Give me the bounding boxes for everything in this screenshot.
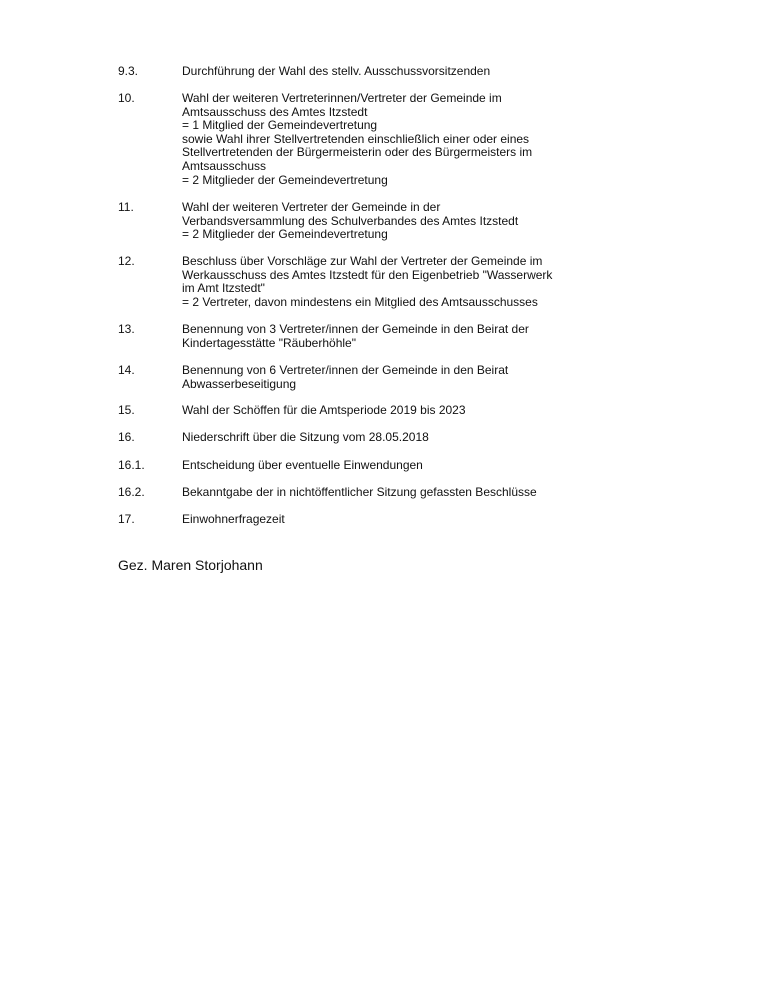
agenda-item-line: Benennung von 3 Vertreter/innen der Gemeinde in den Beirat der [182, 322, 529, 336]
agenda-item-text [182, 404, 742, 418]
agenda-item-text [182, 92, 742, 187]
agenda-item-line: Entscheidung über eventuelle Einwendungen [182, 458, 423, 472]
agenda-item-line: = 2 Mitglieder der Gemeindevertretung [182, 227, 388, 242]
agenda-item-text [182, 459, 742, 473]
agenda-item-text [182, 431, 742, 445]
agenda-item-line: Amtsausschuss [182, 158, 267, 173]
agenda-item-line: Amtsausschuss des Amtes Itzstedt [182, 104, 368, 119]
agenda-item-number: 11. [118, 200, 134, 214]
agenda-item-line: im Amt Itzstedt" [182, 281, 265, 296]
agenda-item-number: 15. [118, 403, 135, 417]
agenda-item-number: 16.2. [118, 485, 145, 499]
agenda-item-line: Durchführung der Wahl des stellv. Ausschussvorsitzenden [182, 64, 491, 78]
agenda-item-text [182, 255, 742, 309]
signature: Gez. Maren Storjohann [118, 557, 263, 573]
agenda-item-number: 16. [118, 430, 135, 444]
agenda-item-text [182, 486, 742, 500]
agenda-item-number: 13. [118, 322, 135, 336]
agenda-item-line: Abwasserbeseitigung [182, 376, 297, 391]
agenda-item-line: sowie Wahl ihrer Stellvertretenden einschließlich einer oder eines [182, 131, 530, 146]
agenda-item-line: Wahl der Schöffen für die Amtsperiode 2019 bis 2023 [182, 403, 466, 417]
agenda-item-text [182, 513, 742, 527]
agenda-item-text [182, 323, 742, 350]
agenda-item-number: 16.1. [118, 458, 145, 472]
agenda-item-line: Bekanntgabe der in nichtöffentlicher Sitzung gefassten Beschlüsse [182, 485, 537, 499]
agenda-item-line: Werkausschuss des Amtes Itzstedt für den Eigenbetrieb "Wasserwerk [182, 267, 553, 282]
agenda-item-number: 17. [118, 512, 135, 526]
agenda-item-line: Wahl der weiteren Vertreterinnen/Vertreter der Gemeinde im [182, 91, 502, 105]
agenda-item-line: Wahl der weiteren Vertreter der Gemeinde in der [182, 200, 441, 214]
agenda-item-line: Einwohnerfragezeit [182, 512, 285, 526]
agenda-item-line: Kindertagesstätte "Räuberhöhle" [182, 335, 356, 350]
agenda-item-line: Stellvertretenden der Bürgermeisterin oder des Bürgermeisters im [182, 145, 533, 160]
agenda-item-text [182, 65, 742, 79]
agenda-item-line: Verbandsversammlung des Schulverbandes des Amtes Itzstedt [182, 213, 519, 228]
agenda-item-number: 9.3. [118, 64, 139, 78]
agenda-item-line: = 2 Mitglieder der Gemeindevertretung [182, 172, 388, 187]
agenda-item-number: 10. [118, 91, 135, 105]
agenda-item-number: 14. [118, 363, 135, 377]
agenda-item-text [182, 364, 742, 391]
agenda-item-line: = 2 Vertreter, davon mindestens ein Mitglied des Amtsausschusses [182, 294, 538, 309]
agenda-item-line: Beschluss über Vorschläge zur Wahl der Vertreter der Gemeinde im [182, 254, 543, 268]
agenda-item-line: Benennung von 6 Vertreter/innen der Gemeinde in den Beirat [182, 363, 509, 377]
agenda-item-number: 12. [118, 254, 135, 268]
agenda-item-text [182, 201, 742, 242]
agenda-item-line: = 1 Mitglied der Gemeindevertretung [182, 118, 378, 133]
agenda-item-line: Niederschrift über die Sitzung vom 28.05.2018 [182, 430, 429, 444]
